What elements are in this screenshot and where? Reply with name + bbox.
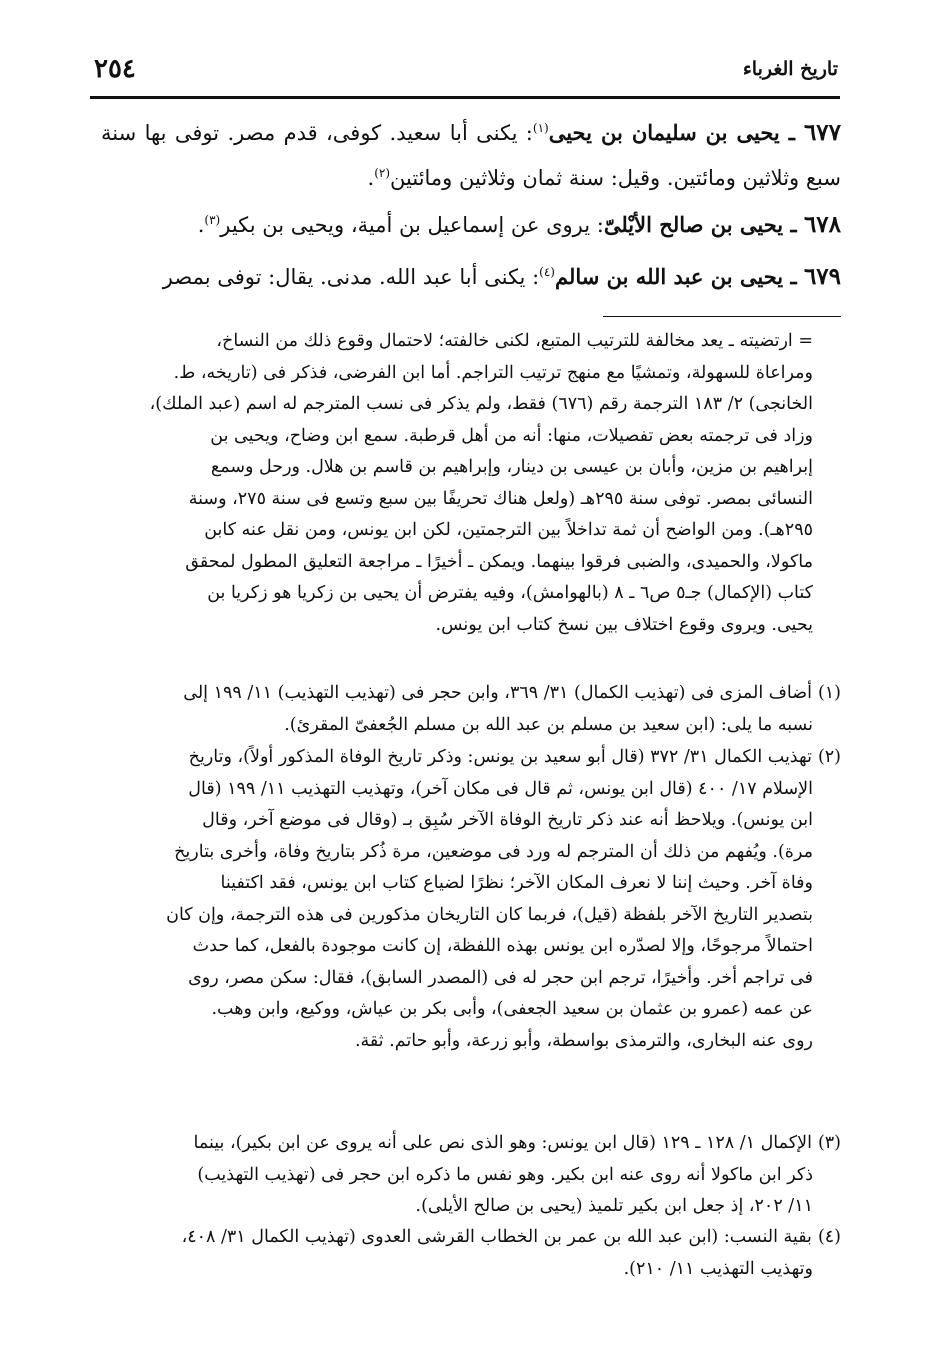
entry-text: : يكنى أبا سعيد. كوفى، قدم مصر. توفى بها سنة سبع وثلاثين ومائتين. وقيل: سنة ثمان وثلاثين ومائتين: [101, 121, 841, 190]
footnote-line: روى عنه البخارى، والترمذى بواسطة، وأبو زرعة، وأبو حاتم. ثقة.: [354, 1030, 813, 1051]
footnote-1: [101, 678, 841, 741]
footnote-line: كتاب (الإكمال) جـ٥ ص٦ ـ ٨ (بالهوامش)، وفيه يفترض أن يحيى بن زكريا هو زكريا بن: [207, 583, 813, 603]
footnote-ref: (٤): [539, 265, 555, 279]
footnote-marker: (١): [817, 683, 841, 703]
footnote-line: ٢٩٥هـ). ومن الواضح أن ثمة تداخلاً بين الترجمتين، لكن ابن يونس، ومن نقل عنه كابن: [204, 520, 813, 540]
footnote-line: وزاد فى ترجمته بعض تفصيلات، منها: أنه من أهل قرطبة. سمع ابن وضاح، ويحيى بن: [210, 425, 813, 446]
footnote-line: عن عمه (عمرو بن عثمان بن سعيد الجعفى)، وأبى بكر بن عياش، ووكيع، وابن وهب.: [211, 999, 813, 1019]
footnote-line: أضاف المزى فى (تهذيب الكمال) ٣١/ ٣٦٩، وابن حجر فى (تهذيب التهذيب) ١١/ ١٩٩ إلى: [183, 683, 812, 703]
entry-name: يحيى بن صالح الأيْلىّ: [603, 212, 784, 237]
footnote-line: بتصدير التاريخ الآخر بلفظة (قيل)، فربما كان التاريخان مذكورين فى هذه الترجمة، وإن كان: [166, 904, 813, 925]
entry-679: ٦٧٩ ـ يحيى بن عبد الله بن سالم$^{(٤)}$: يكنى أبا عبد الله. مدنى. يقال: توفى بمصر: [162, 263, 841, 290]
entry-name: يحيى بن عبد الله بن سالم: [554, 264, 784, 289]
footnote-marker: (٢): [817, 747, 841, 767]
entry-text: : يكنى أبا عبد الله. مدنى. يقال: توفى بمصر: [162, 265, 540, 289]
page-number: ٢٥٤: [94, 54, 136, 84]
page-header: [90, 54, 840, 99]
footnote-line: الخانجى) ٢/ ١٨٣ الترجمة رقم (٦٧٦) فقط، ولم يذكر فى نسب المترجم له اسم (عبد الملك)،: [149, 394, 813, 414]
footnote-ref: (٢): [374, 166, 391, 180]
footnote-2: [101, 742, 841, 1057]
footnote-line: وتهذيب التهذيب ١١/ ٢١٠).: [623, 1258, 813, 1279]
entry-number: ٦٧٩: [803, 263, 841, 290]
footnote-line: نسبه ما يلى: (ابن سعيد بن مسلم بن عبد الله بن مسلم الجُعفىّ المقرئ).: [284, 714, 813, 735]
entry-677: ٦٧٧ ـ يحيى بن سليمان بن يحيى$^{(١)}$: يكنى أبا سعيد. كوفى، قدم مصر. توفى بها سنة سبع وثلاثين ومائتين. وقيل: سنة ثمان وثلاثين ومائتين$^{(٢)}$.: [101, 119, 842, 190]
entry-number: ٦٧٧: [803, 119, 842, 146]
footnote-continuation: [101, 326, 841, 641]
footnote-line: يحيى. ويروى وقوع اختلاف بين نسخ كتاب ابن يونس.: [435, 614, 813, 635]
entry-678: ٦٧٨ ـ يحيى بن صالح الأيْلىّ: يروى عن إسماعيل بن أمية، ويحيى بن بكير$^{(٣)}$.: [197, 211, 841, 238]
footnote-line: = ارتضيته ـ يعد مخالفة للترتيب المتبع، لكنى خالفته؛ لاحتمال وقوع ذلك من النساخ،: [216, 331, 813, 351]
footnote-line: الإكمال ١/ ١٢٨ ـ ١٢٩ (قال ابن يونس: وهو الذى نص على أنه يروى عن ابن بكير)، بينما: [193, 1133, 812, 1153]
entry-name: يحيى بن سليمان بن يحيى: [548, 120, 780, 145]
footnote-ref: (١): [532, 121, 549, 135]
footnote-line: مرة). ويُفهم من ذلك أن المترجم له ورد فى موضعين، مرة ذُكر بتاريخ وفاة، وأخرى بتاريخ: [174, 841, 813, 862]
footnote-marker: (٣): [817, 1133, 841, 1153]
footnote-line: النسائى بمصر. توفى سنة ٢٩٥هـ (ولعل هناك تحريفًا بين سبع وتسع فى سنة ٢٧٥، وسنة: [188, 488, 813, 509]
footnote-line: ابن يونس). ويلاحظ أنه عند ذكر تاريخ الوفاة الآخر سُبِق بـ (وقال فى موضع آخر، وقال: [202, 810, 813, 830]
entry-text: : يروى عن إسماعيل بن أمية، ويحيى بن بكير: [220, 213, 604, 237]
footnote-ref: (٣): [204, 213, 221, 227]
entry-number: ٦٧٨: [803, 211, 841, 238]
footnote-line: إبراهيم بن مزين، وأبان بن عيسى بن دينار، وإبراهيم بن قاسم بن هلال. ورحل وسمع: [210, 457, 813, 477]
footnote-marker: (٤): [817, 1227, 841, 1247]
footnote-separator: [603, 316, 841, 317]
footnote-4: [101, 1222, 841, 1285]
footnote-3: [101, 1128, 841, 1223]
footnote-line: فى تراجم أخر. وأخيرًا، ترجم ابن حجر له فى (المصدر السابق)، فقال: سكن مصر، روى: [188, 967, 813, 988]
footnote-line: الإسلام ١٧/ ٤٠٠ (قال ابن يونس، ثم قال فى مكان آخر)، وتهذيب التهذيب ١١/ ١٩٩ (قال: [188, 778, 813, 799]
footnote-line: ذكر ابن ماكولا أنه روى عنه ابن بكير. وهو نفس ما ذكره ابن حجر فى (تهذيب التهذيب): [197, 1164, 813, 1185]
footnote-line: ماكولا، والحميدى، والضبى فرقوا بينهما. ويمكن ـ أخيرًا ـ مراجعة التعليق المطول لمحقق: [185, 551, 813, 572]
footnote-line: وفاة آخر. وحيث إننا لا نعرف المكان الآخر؛ نظرًا لضياع كتاب ابن يونس، فقد اكتفينا: [220, 873, 813, 893]
footnote-line: احتمالاً مرجوحًا، وإلا لصدّره ابن يونس بهذه اللفظة، إن كانت موجودة بالفعل، كما حدث: [192, 936, 813, 956]
footnote-line: تهذيب الكمال ٣١/ ٣٧٢ (قال أبو سعيد بن يونس: وذكر تاريخ الوفاة المذكور أولاً)، وتاريخ: [188, 747, 812, 767]
footnote-line: ومراعاة للسهولة، وتمشيًا مع منهج ترتيب التراجم. أما ابن الفرضى، فذكر فى (تاريخه، ط.: [173, 362, 813, 383]
footnote-line: ١١/ ٢٠٢، إذ جعل ابن بكير تلميذ (يحيى بن صالح الأيلى).: [415, 1196, 813, 1216]
footnote-line: بقية النسب: (ابن عبد الله بن عمر بن الخطاب القرشى العدوى (تهذيب الكمال ٣١/ ٤٠٨،: [181, 1227, 812, 1247]
running-title: تاريخ الغرباء: [742, 58, 838, 80]
